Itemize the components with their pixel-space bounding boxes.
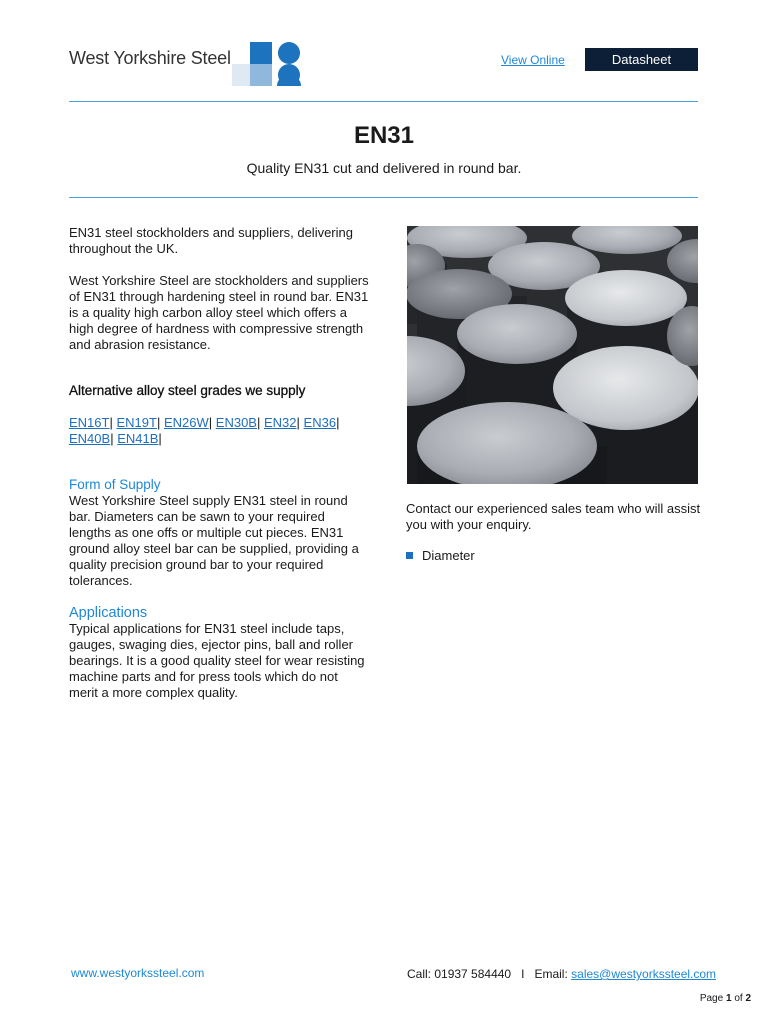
footer-email-label: Email:	[534, 967, 568, 981]
grade-links	[69, 415, 369, 447]
bullet-label: Diameter	[422, 548, 475, 563]
footer-email-link[interactable]: sales@westyorkssteel.com	[571, 967, 717, 981]
datasheet-badge: Datasheet	[585, 48, 698, 71]
footer-website-link[interactable]: www.westyorkssteel.com	[71, 966, 205, 980]
header-divider	[69, 101, 698, 102]
company-logo-icon	[232, 42, 304, 90]
contact-text: Contact our experienced sales team who will assist you with your enquiry.	[406, 501, 701, 532]
grade-separator: |	[156, 415, 161, 430]
view-online-link[interactable]: View Online	[501, 53, 565, 67]
page-title: EN31	[353, 122, 415, 149]
grade-separator: |	[109, 415, 113, 430]
title-divider	[69, 197, 698, 198]
grade-link-en32[interactable]: EN32	[264, 415, 297, 430]
grade-link-en36[interactable]: EN36	[303, 415, 337, 430]
applications-heading: Applications	[69, 605, 148, 621]
intro-paragraph-1: EN31 steel stockholders and suppliers, delivering throughout the UK.	[69, 225, 353, 256]
bullet-square-icon	[406, 552, 413, 559]
grade-link-en19t[interactable]: EN19T	[116, 415, 157, 430]
steel-bars-image	[407, 226, 698, 484]
grade-separator: |	[110, 431, 114, 446]
grade-separator: |	[256, 415, 261, 430]
applications-text: Typical applications for EN31 steel include taps, gauges, swaging dies, ejector pins, ball and roller bearings. It is a good quality steel for wear resisting machine parts and for press tools which do not merit a more complex quality.	[69, 621, 365, 700]
left-column	[69, 225, 369, 717]
grade-link-en26w[interactable]: EN26W	[163, 415, 209, 430]
form-of-supply-text: West Yorkshire Steel supply EN31 steel in round bar. Diameters can be sawn to your required lengths as one offs or multiple cut pieces. EN31 ground alloy steel bar can be supplied, providing a quality precision ground bar to your required tolerances.	[69, 493, 359, 588]
form-of-supply-heading: Form of Supply	[69, 477, 161, 492]
footer-divider: I	[521, 967, 525, 981]
page-number	[700, 993, 751, 1004]
grade-link-en41b[interactable]: EN41B	[117, 431, 159, 446]
grade-link-en16t[interactable]: EN16T	[69, 415, 110, 430]
page-current: 1	[725, 993, 732, 1004]
grade-separator: |	[208, 415, 213, 430]
page-subtitle: Quality EN31 cut and delivered in round bar.	[246, 160, 522, 176]
bullet-item-diameter	[406, 548, 475, 563]
grade-link-en30b[interactable]: EN30B	[215, 415, 257, 430]
page-label: Page	[699, 993, 724, 1004]
grade-separator: |	[336, 415, 340, 430]
alternatives-heading: Alternative alloy steel grades we supply	[69, 383, 306, 398]
grade-separator: |	[158, 431, 162, 446]
page-total: 2	[745, 993, 751, 1004]
grade-separator: |	[296, 415, 300, 430]
footer-contact	[407, 967, 716, 981]
page-of: of	[734, 993, 743, 1004]
steel-bars-photo	[407, 226, 698, 484]
page-header	[0, 0, 768, 100]
grade-link-en40b[interactable]: EN40B	[69, 431, 111, 446]
footer-phone: Call: 01937 584440	[407, 967, 512, 981]
intro-paragraph-2: West Yorkshire Steel are stockholders and suppliers of EN31 through hardening steel in round bar. EN31 is a quality high carbon alloy steel which offers a high degree of hardness with compressive strength and abrasion resistance.	[69, 273, 369, 352]
brand-name: West Yorkshire Steel	[69, 48, 231, 68]
